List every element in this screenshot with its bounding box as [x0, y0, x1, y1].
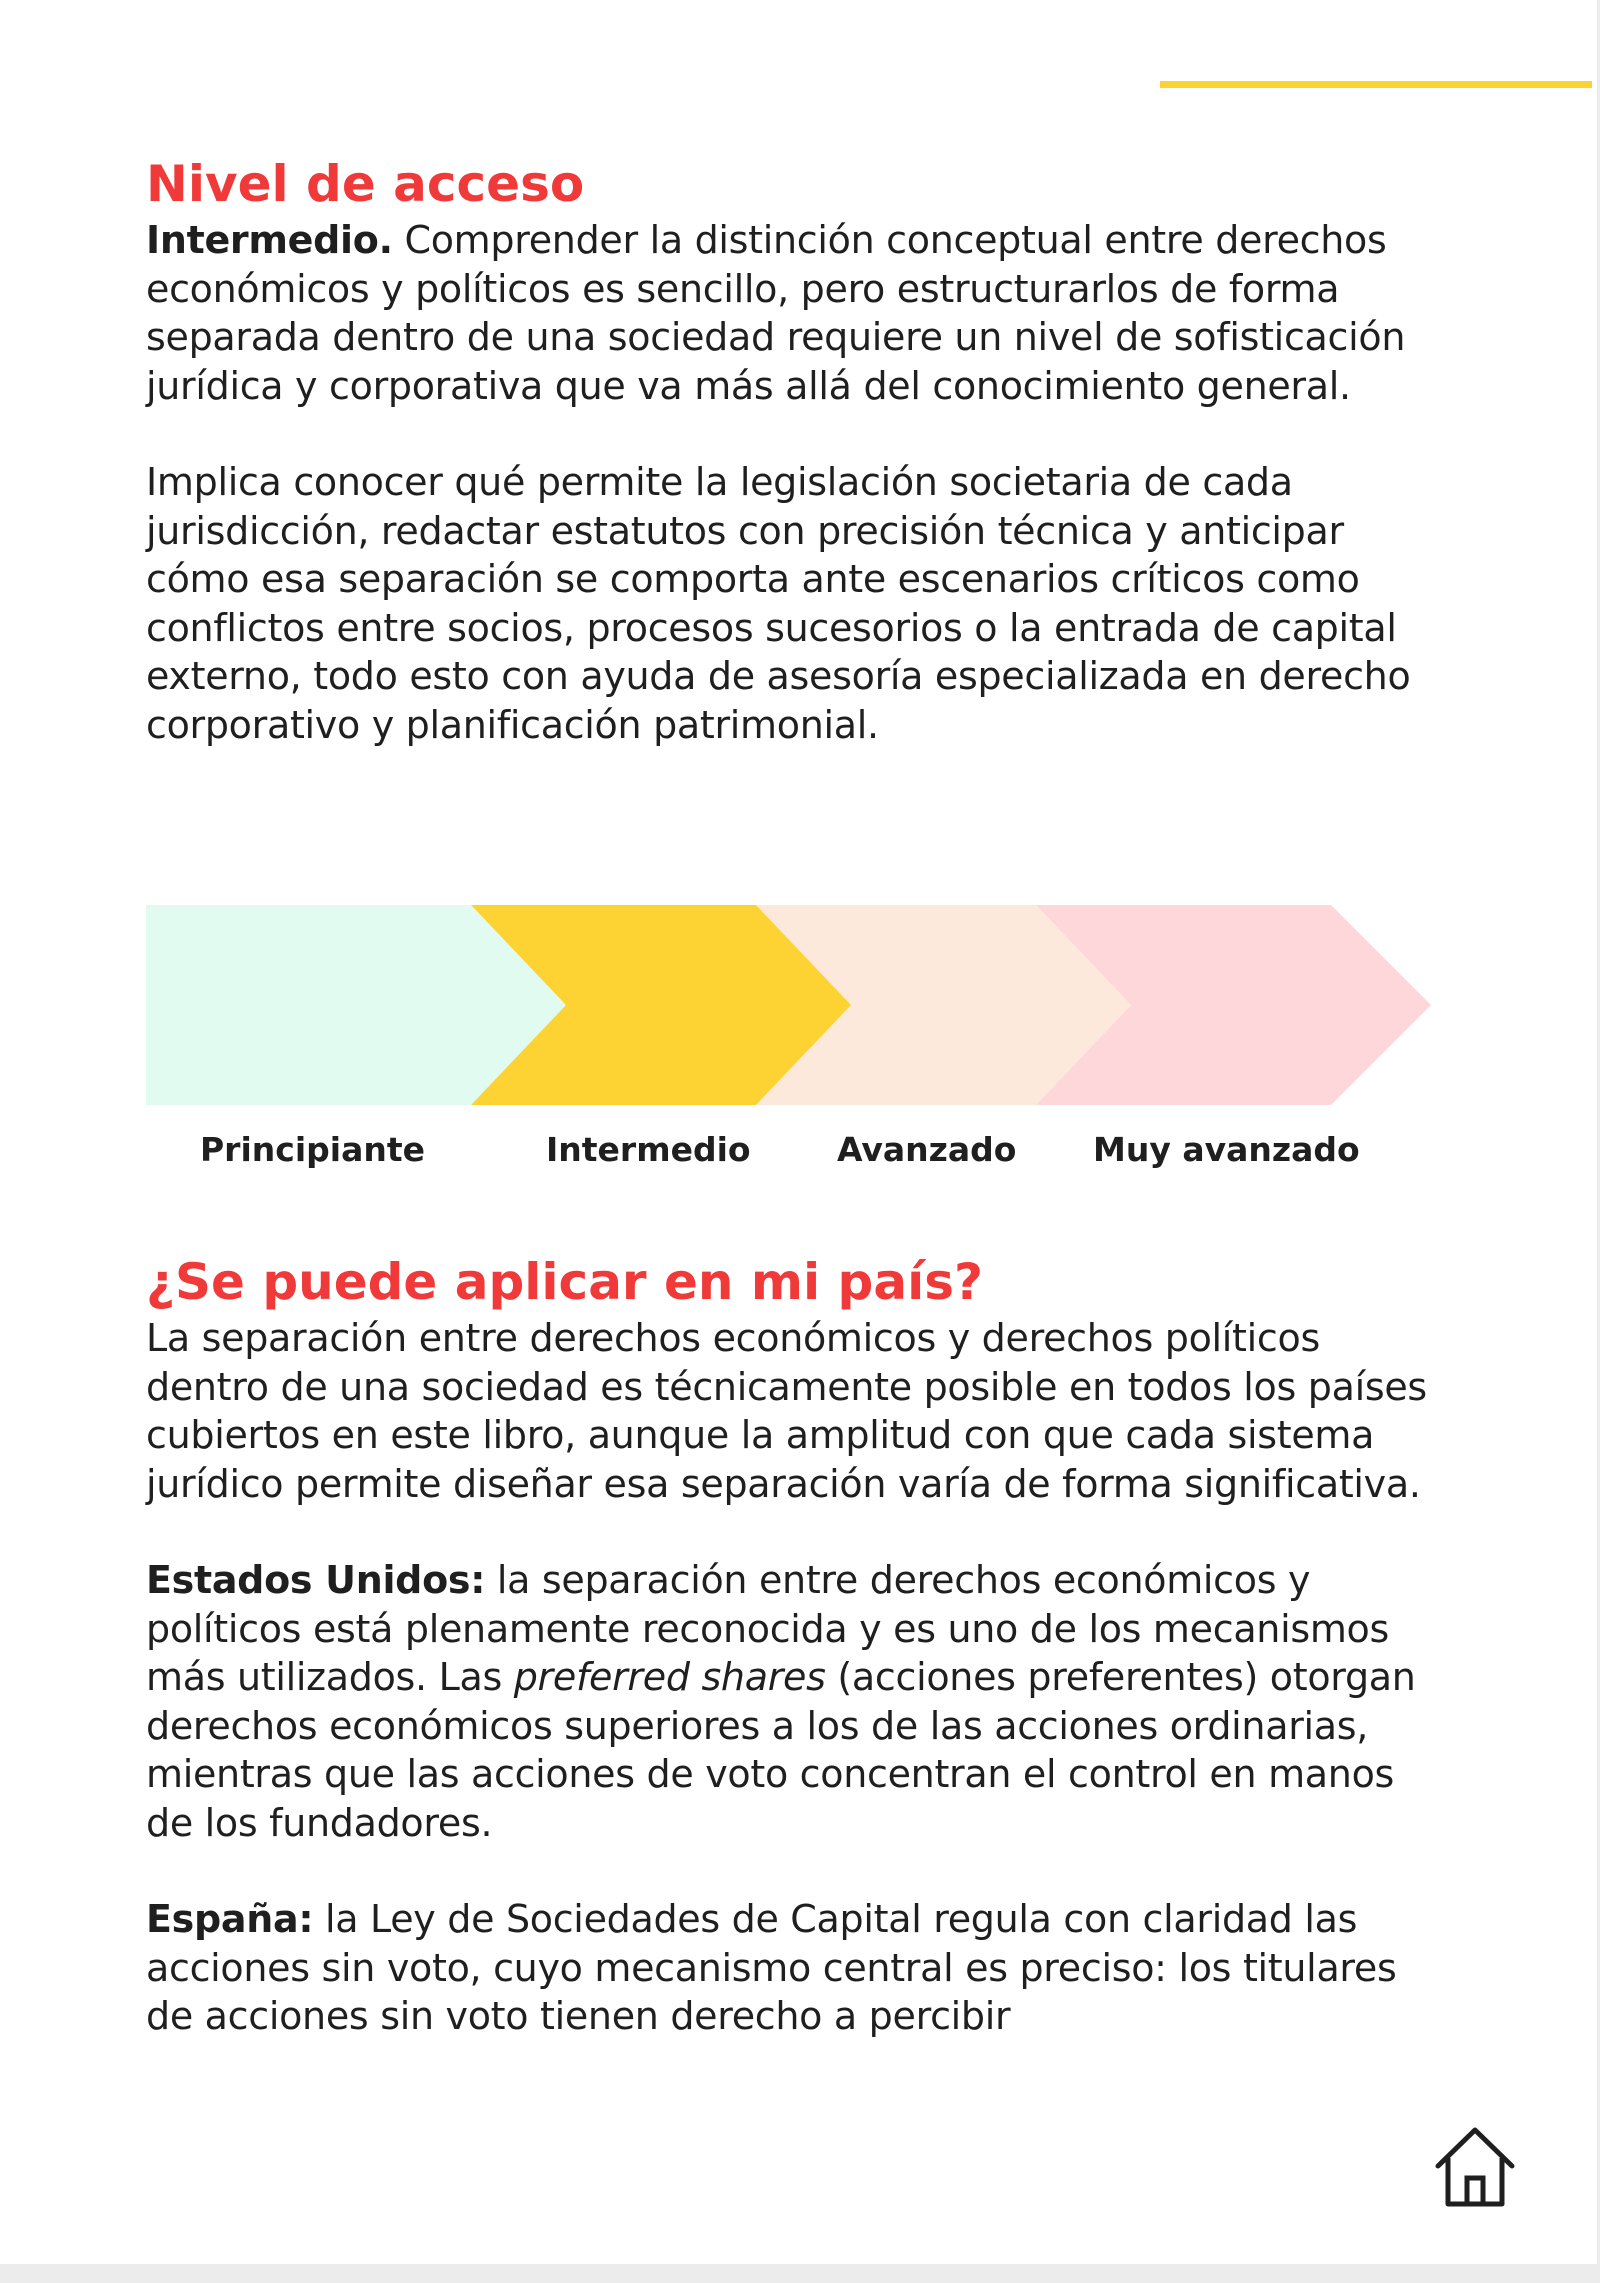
- access-paragraph-2: Implica conocer qué permite la legislación societaria de cada jurisdicción, redactar estatutos con precisión técnica y anticipar cómo esa separación se comporta ante escenarios críticos como conflictos entre socios, procesos sucesorios o la entrada de capital externo, todo esto con ayuda de asesoría especializada en derecho corporativo y planificación patrimonial.: [146, 460, 1411, 747]
- country-section: [146, 1250, 1446, 2041]
- level-label-intermedio: Intermedio: [546, 1130, 751, 1169]
- level-label-avanzado: Avanzado: [837, 1130, 1017, 1169]
- country-us-italic: preferred shares: [513, 1655, 826, 1699]
- access-section: [146, 152, 1446, 749]
- access-heading: Nivel de acceso: [146, 155, 585, 213]
- level-label-principiante: Principiante: [200, 1130, 425, 1169]
- access-paragraph-1: [146, 216, 1446, 410]
- country-us-bold: Estados Unidos:: [146, 1558, 486, 1602]
- country-heading: ¿Se puede aplicar en mi país?: [146, 1253, 983, 1311]
- level-label-muy-avanzado: Muy avanzado: [1093, 1130, 1360, 1169]
- country-es-paragraph: [146, 1895, 1446, 2041]
- accent-rule: [1160, 81, 1592, 88]
- home-button[interactable]: [1430, 2122, 1520, 2212]
- level-arrows: [146, 905, 1436, 1105]
- country-es-text: la Ley de Sociedades de Capital regula con claridad las acciones sin voto, cuyo mecanismo central es preciso: los titulares de acciones sin voto tienen derecho a percibir: [146, 1897, 1397, 2038]
- home-icon: [1430, 2122, 1520, 2212]
- access-level-bold: Intermedio.: [146, 218, 393, 262]
- access-paragraph-1-text: Comprender la distinción conceptual entre derechos económicos y políticos es sencillo, pero estructurarlos de forma separada dentro de una sociedad requiere un nivel de sofisticación jurídica y corporativa que va más allá del conocimiento general.: [146, 218, 1406, 408]
- country-us-text-a: la separación entre derechos económicos y políticos está plenamente reconocida y es uno de los mecanismos más utilizados. Las: [146, 1558, 1390, 1699]
- country-es-bold: España:: [146, 1897, 314, 1941]
- level-scale: [146, 905, 1436, 1105]
- country-us-text-b: (acciones preferentes) otorgan derechos económicos superiores a los de las acciones ordinarias, mientras que las acciones de voto concentran el control en manos de los fundadores.: [146, 1655, 1416, 1845]
- country-us-paragraph: [146, 1556, 1446, 1847]
- country-intro: La separación entre derechos económicos y derechos políticos dentro de una sociedad es técnicamente posible en todos los países cubiertos en este libro, aunque la amplitud con que cada sistema jurídico permite diseñar esa separación varía de forma significativa.: [146, 1316, 1427, 1506]
